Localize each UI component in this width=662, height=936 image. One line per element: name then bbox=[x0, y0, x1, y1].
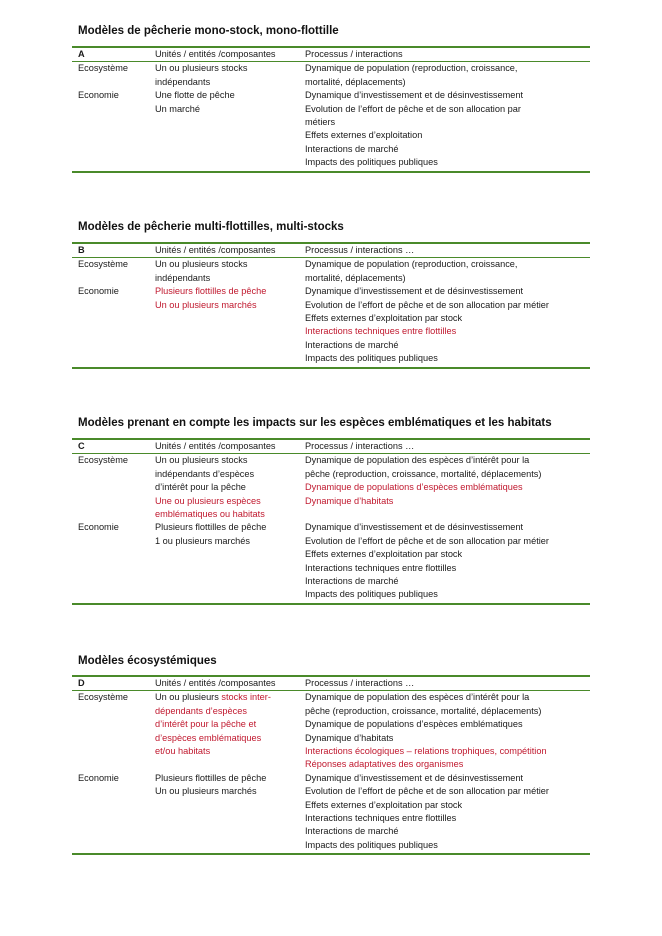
table-row bbox=[72, 772, 590, 854]
text-segment: Dynamique d’habitats bbox=[305, 732, 394, 743]
process-line bbox=[305, 588, 590, 601]
processes-cell bbox=[299, 691, 590, 772]
highlighted-text: d’espèces emblématiques bbox=[155, 732, 262, 743]
unit-line bbox=[155, 508, 299, 521]
table-a bbox=[72, 46, 590, 173]
process-line bbox=[305, 312, 590, 325]
text-segment: Un ou plusieurs stocks bbox=[155, 63, 248, 74]
process-line bbox=[305, 575, 590, 588]
row-label: Ecosystème bbox=[78, 63, 129, 74]
table-row bbox=[72, 521, 590, 603]
process-line bbox=[305, 299, 590, 312]
text-segment: Evolution de l’effort de pêche et de son allocation par bbox=[305, 103, 521, 114]
unit-line bbox=[155, 718, 299, 731]
text-segment: indépendants bbox=[155, 76, 211, 87]
process-line bbox=[305, 325, 590, 338]
text-segment: Effets externes d’exploitation bbox=[305, 130, 423, 141]
table-id: B bbox=[72, 243, 149, 258]
highlighted-text: Interactions écologiques – relations trophiques, compétition bbox=[305, 746, 547, 757]
model-table bbox=[72, 675, 590, 855]
processes-cell bbox=[299, 258, 590, 285]
text-segment: Impacts des politiques publiques bbox=[305, 589, 438, 600]
table-row bbox=[72, 89, 590, 171]
model-table bbox=[72, 242, 590, 369]
text-segment: Effets externes d’exploitation par stock bbox=[305, 799, 463, 810]
highlighted-text: Réponses adaptatives des organismes bbox=[305, 759, 464, 770]
process-line bbox=[305, 116, 590, 129]
text-segment: métiers bbox=[305, 117, 336, 128]
text-segment: Effets externes d’exploitation par stock bbox=[305, 313, 463, 324]
text-segment: Un ou plusieurs stocks bbox=[155, 259, 248, 270]
text-segment: Evolution de l’effort de pêche et de son allocation par métier bbox=[305, 299, 549, 310]
processes-cell bbox=[299, 62, 590, 89]
unit-line bbox=[155, 535, 299, 548]
process-line bbox=[305, 705, 590, 718]
unit-line bbox=[155, 521, 299, 534]
highlighted-text: d’intérêt pour la pêche et bbox=[155, 719, 257, 730]
process-line bbox=[305, 535, 590, 548]
text-segment: Un ou plusieurs stocks bbox=[155, 455, 248, 466]
text-segment: Interactions de marché bbox=[305, 339, 399, 350]
process-line bbox=[305, 352, 590, 365]
process-line bbox=[305, 495, 590, 508]
text-segment: Dynamique d’investissement et de désinvestissement bbox=[305, 772, 524, 783]
process-line bbox=[305, 825, 590, 838]
units-cell bbox=[149, 258, 299, 285]
units-header: Unités / entités /composantes bbox=[149, 47, 299, 62]
unit-line bbox=[155, 745, 299, 758]
unit-line bbox=[155, 732, 299, 745]
processes-header: Processus / interactions … bbox=[299, 439, 590, 454]
process-line bbox=[305, 454, 590, 467]
section-title-a: Modèles de pêcherie mono-stock, mono-flottille bbox=[78, 25, 339, 37]
process-line bbox=[305, 839, 590, 852]
units-cell bbox=[149, 285, 299, 367]
units-cell bbox=[149, 89, 299, 171]
table-header-row bbox=[72, 243, 590, 258]
units-cell bbox=[149, 521, 299, 603]
process-line bbox=[305, 521, 590, 534]
table-b bbox=[72, 242, 590, 369]
process-line bbox=[305, 129, 590, 142]
process-line bbox=[305, 156, 590, 169]
row-label: Economie bbox=[72, 89, 149, 171]
process-line bbox=[305, 772, 590, 785]
process-line bbox=[305, 691, 590, 704]
text-segment: Plusieurs flottilles de pêche bbox=[155, 522, 267, 533]
process-line bbox=[305, 89, 590, 102]
table-header-row bbox=[72, 47, 590, 62]
table-id: D bbox=[72, 676, 149, 691]
text-segment: Interactions de marché bbox=[305, 143, 399, 154]
text-segment: Dynamique d’investissement et de désinvestissement bbox=[305, 522, 524, 533]
units-header: Unités / entités /composantes bbox=[149, 439, 299, 454]
table-row bbox=[72, 691, 590, 772]
section-title-c: Modèles prenant en compte les impacts sur les espèces emblématiques et les habitats bbox=[78, 417, 552, 429]
processes-header: Processus / interactions … bbox=[299, 676, 590, 691]
text-segment: Interactions techniques entre flottilles bbox=[305, 562, 457, 573]
text-segment: pêche (reproduction, croissance, mortalité, déplacements) bbox=[305, 705, 542, 716]
row-label: Economie bbox=[72, 285, 149, 367]
table-row bbox=[72, 258, 590, 285]
unit-line bbox=[155, 468, 299, 481]
process-line bbox=[305, 258, 590, 271]
unit-line bbox=[155, 454, 299, 467]
table-id: C bbox=[72, 439, 149, 454]
highlighted-text: Interactions techniques entre flottilles bbox=[305, 326, 457, 337]
processes-header: Processus / interactions … bbox=[299, 243, 590, 258]
text-segment: pêche (reproduction, croissance, mortalité, déplacements) bbox=[305, 468, 542, 479]
process-line bbox=[305, 758, 590, 771]
units-cell bbox=[149, 691, 299, 772]
row-label: Ecosystème bbox=[78, 259, 129, 270]
text-segment: Un marché bbox=[155, 103, 200, 114]
text-segment: Interactions techniques entre flottilles bbox=[305, 813, 457, 824]
unit-line bbox=[155, 481, 299, 494]
highlighted-text: et/ou habitats bbox=[155, 746, 211, 757]
process-line bbox=[305, 285, 590, 298]
processes-cell bbox=[299, 285, 590, 367]
text-segment: mortalité, déplacements) bbox=[305, 272, 406, 283]
unit-line bbox=[155, 272, 299, 285]
text-segment: Interactions de marché bbox=[305, 826, 399, 837]
units-header: Unités / entités /composantes bbox=[149, 676, 299, 691]
processes-cell bbox=[299, 454, 590, 522]
row-label: Economie bbox=[72, 772, 149, 854]
text-segment: Un ou plusieurs marchés bbox=[155, 786, 257, 797]
process-line bbox=[305, 103, 590, 116]
highlighted-text: Dynamique d’habitats bbox=[305, 495, 394, 506]
unit-line bbox=[155, 62, 299, 75]
highlighted-text: emblématiques ou habitats bbox=[155, 509, 265, 520]
table-row bbox=[72, 454, 590, 522]
highlighted-text: Un ou plusieurs marchés bbox=[155, 299, 257, 310]
processes-cell bbox=[299, 89, 590, 171]
unit-line bbox=[155, 495, 299, 508]
text-segment: Une flotte de pêche bbox=[155, 90, 235, 101]
unit-line bbox=[155, 299, 299, 312]
row-label: Economie bbox=[72, 521, 149, 603]
highlighted-text: stocks inter- bbox=[221, 692, 271, 703]
text-segment: d’intérêt pour la pêche bbox=[155, 482, 246, 493]
table-header-row bbox=[72, 439, 590, 454]
processes-header: Processus / interactions bbox=[299, 47, 590, 62]
table-header-row bbox=[72, 676, 590, 691]
process-line bbox=[305, 745, 590, 758]
unit-line bbox=[155, 76, 299, 89]
row-label: Ecosystème bbox=[78, 455, 129, 466]
processes-cell bbox=[299, 772, 590, 854]
unit-line bbox=[155, 258, 299, 271]
process-line bbox=[305, 718, 590, 731]
unit-line bbox=[155, 691, 299, 704]
process-line bbox=[305, 339, 590, 352]
highlighted-text: Plusieurs flottilles de pêche bbox=[155, 286, 267, 297]
section-title-d: Modèles écosystémiques bbox=[78, 655, 217, 667]
text-segment: Dynamique de population (reproduction, croissance, bbox=[305, 63, 518, 74]
text-segment: indépendants bbox=[155, 272, 211, 283]
units-cell bbox=[149, 62, 299, 89]
process-line bbox=[305, 76, 590, 89]
table-d bbox=[72, 675, 590, 855]
text-segment: Effets externes d’exploitation par stock bbox=[305, 549, 463, 560]
units-cell bbox=[149, 454, 299, 522]
text-segment: Dynamique de population des espèces d’intérêt pour la bbox=[305, 455, 530, 466]
table-row bbox=[72, 285, 590, 367]
processes-cell bbox=[299, 521, 590, 603]
table-id: A bbox=[72, 47, 149, 62]
unit-line bbox=[155, 285, 299, 298]
text-segment: Impacts des politiques publiques bbox=[305, 839, 438, 850]
process-line bbox=[305, 143, 590, 156]
unit-line bbox=[155, 705, 299, 718]
row-label: Ecosystème bbox=[78, 692, 129, 703]
unit-line bbox=[155, 89, 299, 102]
process-line bbox=[305, 62, 590, 75]
text-segment: Dynamique d’investissement et de désinvestissement bbox=[305, 286, 524, 297]
text-segment: 1 ou plusieurs marchés bbox=[155, 535, 250, 546]
table-row bbox=[72, 62, 590, 89]
text-segment: mortalité, déplacements) bbox=[305, 76, 406, 87]
unit-line bbox=[155, 103, 299, 116]
table-c bbox=[72, 438, 590, 605]
text-segment: Dynamique d’investissement et de désinvestissement bbox=[305, 90, 524, 101]
process-line bbox=[305, 562, 590, 575]
text-segment: Evolution de l’effort de pêche et de son allocation par métier bbox=[305, 535, 549, 546]
text-segment: Dynamique de population (reproduction, croissance, bbox=[305, 259, 518, 270]
text-segment: indépendants d’espèces bbox=[155, 468, 255, 479]
process-line bbox=[305, 785, 590, 798]
process-line bbox=[305, 481, 590, 494]
units-cell bbox=[149, 772, 299, 854]
text-segment: Plusieurs flottilles de pêche bbox=[155, 772, 267, 783]
text-segment: Dynamique de population des espèces d’intérêt pour la bbox=[305, 692, 530, 703]
process-line bbox=[305, 799, 590, 812]
process-line bbox=[305, 272, 590, 285]
units-header: Unités / entités /composantes bbox=[149, 243, 299, 258]
text-segment: Evolution de l’effort de pêche et de son allocation par métier bbox=[305, 786, 549, 797]
text-segment: Interactions de marché bbox=[305, 576, 399, 587]
highlighted-text: Dynamique de populations d’espèces emblématiques bbox=[305, 482, 523, 493]
highlighted-text: dépendants d’espèces bbox=[155, 705, 247, 716]
text-segment: Impacts des politiques publiques bbox=[305, 157, 438, 168]
process-line bbox=[305, 548, 590, 561]
model-table bbox=[72, 438, 590, 605]
text-segment: Un ou plusieurs bbox=[155, 692, 222, 703]
process-line bbox=[305, 732, 590, 745]
unit-line bbox=[155, 785, 299, 798]
model-table bbox=[72, 46, 590, 173]
text-segment: Dynamique de populations d’espèces emblématiques bbox=[305, 719, 523, 730]
process-line bbox=[305, 468, 590, 481]
text-segment: Impacts des politiques publiques bbox=[305, 353, 438, 364]
section-title-b: Modèles de pêcherie multi-flottilles, multi-stocks bbox=[78, 221, 344, 233]
unit-line bbox=[155, 772, 299, 785]
process-line bbox=[305, 812, 590, 825]
highlighted-text: Une ou plusieurs espèces bbox=[155, 495, 261, 506]
